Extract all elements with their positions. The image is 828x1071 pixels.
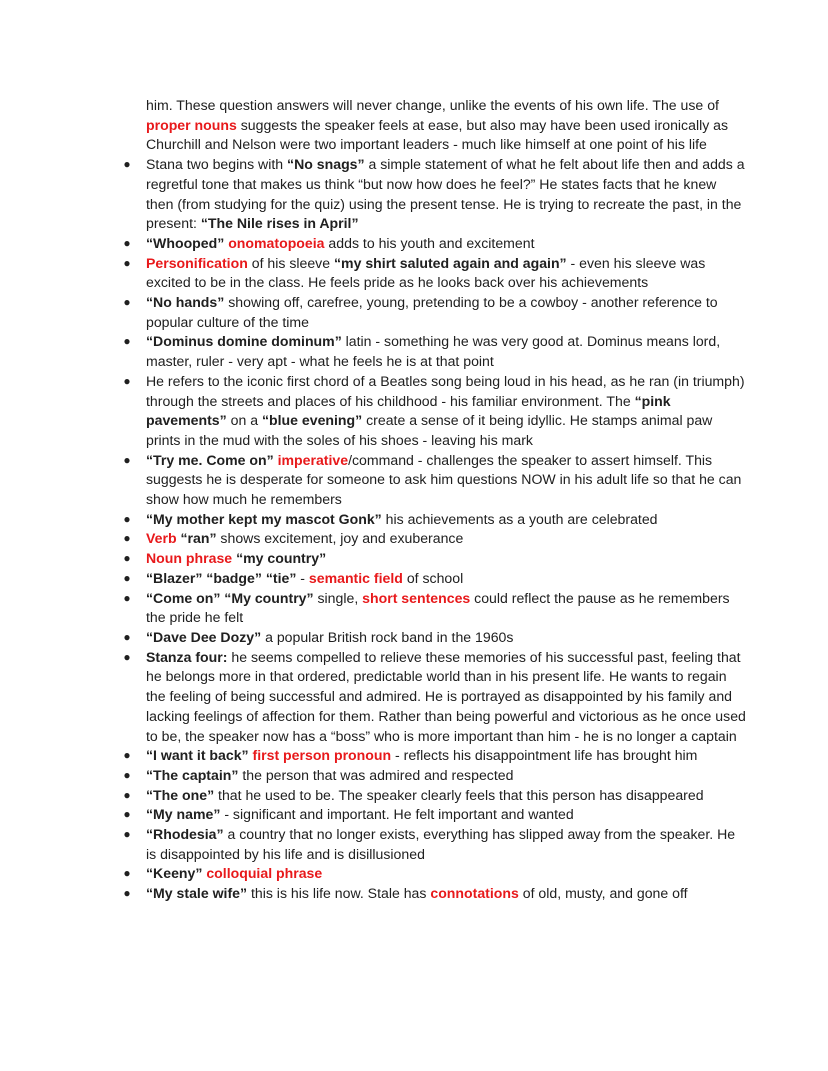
key-term: Personification <box>146 254 248 271</box>
bullet-icon: ● <box>123 590 131 605</box>
text-run: that he used to be. The speaker clearly feels that this person has disappeared <box>214 786 704 803</box>
text-run: of his sleeve <box>247 254 334 271</box>
bullet-icon: ● <box>123 531 131 546</box>
quotation: “My stale wife” <box>146 885 248 902</box>
quotation: “my shirt saluted again and again” <box>334 254 567 271</box>
quotation: Stanza four: <box>146 648 228 665</box>
text-run: on a <box>226 412 262 429</box>
text-run: his achievements as a youth are celebrated <box>381 510 658 527</box>
list-item <box>123 786 746 806</box>
text-run: could reflect the pause as he remembers the pride he felt <box>146 589 730 626</box>
bullet-icon: ● <box>123 551 131 566</box>
key-term: short sentences <box>362 589 471 606</box>
quotation: “The Nile rises in April” <box>200 215 359 232</box>
quotation: “My mother kept my mascot Gonk” <box>146 510 382 527</box>
quotation: “Try me. Come on” <box>146 451 274 468</box>
key-term: proper nouns <box>146 116 237 133</box>
list-item <box>123 549 746 569</box>
text-run: this is his life now. Stale has <box>247 885 431 902</box>
text-run: of school <box>402 569 464 586</box>
list-item <box>123 766 746 786</box>
key-term: onomatopoeia <box>228 234 325 251</box>
quotation: “Come on” “My country” <box>146 589 314 606</box>
text-run: adds to his youth and excitement <box>324 234 535 251</box>
bullet-icon: ● <box>123 827 131 842</box>
list-item <box>123 864 746 884</box>
text-run: a simple statement of what he felt about life then and adds a regretful tone that makes us think “but now how does he feel?” He states facts that he knew then (from studying for the quiz) using the present tense. He is trying to recreate the past, in the present: <box>146 156 745 232</box>
text-run: a country that no longer exists, everything has slipped away from the speaker. He is disappointed by his life and is disillusioned <box>146 826 736 862</box>
text-run: a popular British rock band in the 1960s <box>261 628 514 645</box>
bullet-icon: ● <box>123 295 131 310</box>
bullet-icon: ● <box>123 748 131 763</box>
quotation: “ran” <box>180 530 217 547</box>
list-item <box>123 805 746 825</box>
list-item <box>123 825 746 864</box>
quotation: “blue evening” <box>261 412 363 429</box>
text-run: - <box>296 569 309 586</box>
text-run: Stana two begins with <box>146 156 288 173</box>
bullet-list <box>0 155 828 904</box>
list-item <box>123 293 746 332</box>
text-run: he seems compelled to relieve these memories of his successful past, feeling that he belongs more in that ordered, predictable world than in his present life. He wants to regain the feeling of being successful and admired. He is portrayed as disappointed by his family and lacking feelings of affection for them. Rather than being powerful and victorious as he once used to be, the speaker now has a “boss” who is more important than him - he is no longer a captain <box>146 648 746 744</box>
quotation: “Whooped” <box>146 234 225 251</box>
key-term: Noun phrase <box>146 550 233 567</box>
key-term: semantic field <box>308 569 403 586</box>
key-term: colloquial phrase <box>206 865 323 882</box>
bullet-icon: ● <box>123 334 131 349</box>
quotation: “my country” <box>236 550 327 567</box>
quotation: “I want it back” <box>146 747 249 764</box>
bullet-icon: ● <box>123 570 131 585</box>
bullet-icon: ● <box>123 649 131 664</box>
bullet-icon: ● <box>123 807 131 822</box>
quotation: “The captain” <box>146 766 239 783</box>
quotation: “Keeny” <box>146 865 203 882</box>
text-run: create a sense of it being idyllic. He stamps animal paw prints in the mud with the soles of his shoes - leaving his mark <box>146 412 713 448</box>
quotation: “Dave Dee Dozy” <box>146 628 262 645</box>
list-item <box>123 746 746 766</box>
text-run: /command - challenges the speaker to assert himself. This suggests he is desperate for someone to ask him questions NOW in his adult life so that he can show how much he remembers <box>146 451 742 508</box>
list-item <box>123 254 746 293</box>
list-item <box>123 589 746 628</box>
text-run: suggests the speaker feels at ease, but also may have been used ironically as Churchill and Nelson were two important leaders - much like himself at one point of his life <box>146 116 729 153</box>
bullet-icon: ● <box>123 767 131 782</box>
list-item <box>123 510 746 530</box>
quotation: “The one” <box>146 786 215 803</box>
intro-paragraph <box>146 96 746 155</box>
text-run: shows excitement, joy and exuberance <box>216 530 464 547</box>
bullet-icon: ● <box>123 511 131 526</box>
text-run: single, <box>313 589 363 606</box>
key-term: Verb <box>146 530 177 547</box>
text-run: latin - something he was very good at. Dominus means lord, master, ruler - very apt - what he feels he is at that point <box>146 333 721 370</box>
bullet-icon: ● <box>123 886 131 901</box>
list-item <box>123 569 746 589</box>
list-item <box>123 451 746 510</box>
bullet-icon: ● <box>123 255 131 270</box>
bullet-icon: ● <box>123 452 131 467</box>
list-item <box>123 332 746 371</box>
quotation: “No snags” <box>287 156 365 173</box>
bullet-icon: ● <box>123 373 131 388</box>
list-item <box>123 529 746 549</box>
text-run: of old, musty, and gone off <box>518 885 688 902</box>
text-run: him. These question answers will never change, unlike the events of his own life. The use of <box>146 97 719 113</box>
text-run: - significant and important. He felt important and wanted <box>220 806 574 823</box>
quotation: “No hands” <box>146 294 225 311</box>
quotation: “Blazer” “badge” “tie” <box>146 569 297 586</box>
bullet-icon: ● <box>123 629 131 644</box>
key-term: imperative <box>277 451 349 468</box>
text-run: - reflects his disappointment life has brought him <box>391 747 698 764</box>
text-run: - even his sleeve was excited to be in the class. He feels pride as he looks back over his achievements <box>146 254 706 291</box>
text-run: the person that was admired and respected <box>238 766 514 783</box>
list-item <box>123 234 746 254</box>
key-term: first person pronoun <box>252 747 392 764</box>
list-item <box>123 648 746 747</box>
key-term: connotations <box>430 885 519 902</box>
list-item <box>123 372 746 451</box>
bullet-icon: ● <box>123 787 131 802</box>
list-item <box>123 628 746 648</box>
quotation: “Dominus domine dominum” <box>146 333 342 350</box>
quotation: “Rhodesia” <box>146 826 224 843</box>
bullet-icon: ● <box>123 157 131 172</box>
quotation: “pink pavements” <box>146 392 671 429</box>
list-item <box>123 884 746 904</box>
quotation: “My name” <box>146 806 221 823</box>
bullet-icon: ● <box>123 235 131 250</box>
text-run: showing off, carefree, young, pretending to be a cowboy - another reference to popular culture of the time <box>146 294 718 330</box>
bullet-icon: ● <box>123 866 131 881</box>
list-item <box>123 155 746 234</box>
text-run: He refers to the iconic first chord of a Beatles song being loud in his head, as he ran (in triumph) through the streets and places of his childhood - his familiar environment. The <box>146 372 745 409</box>
